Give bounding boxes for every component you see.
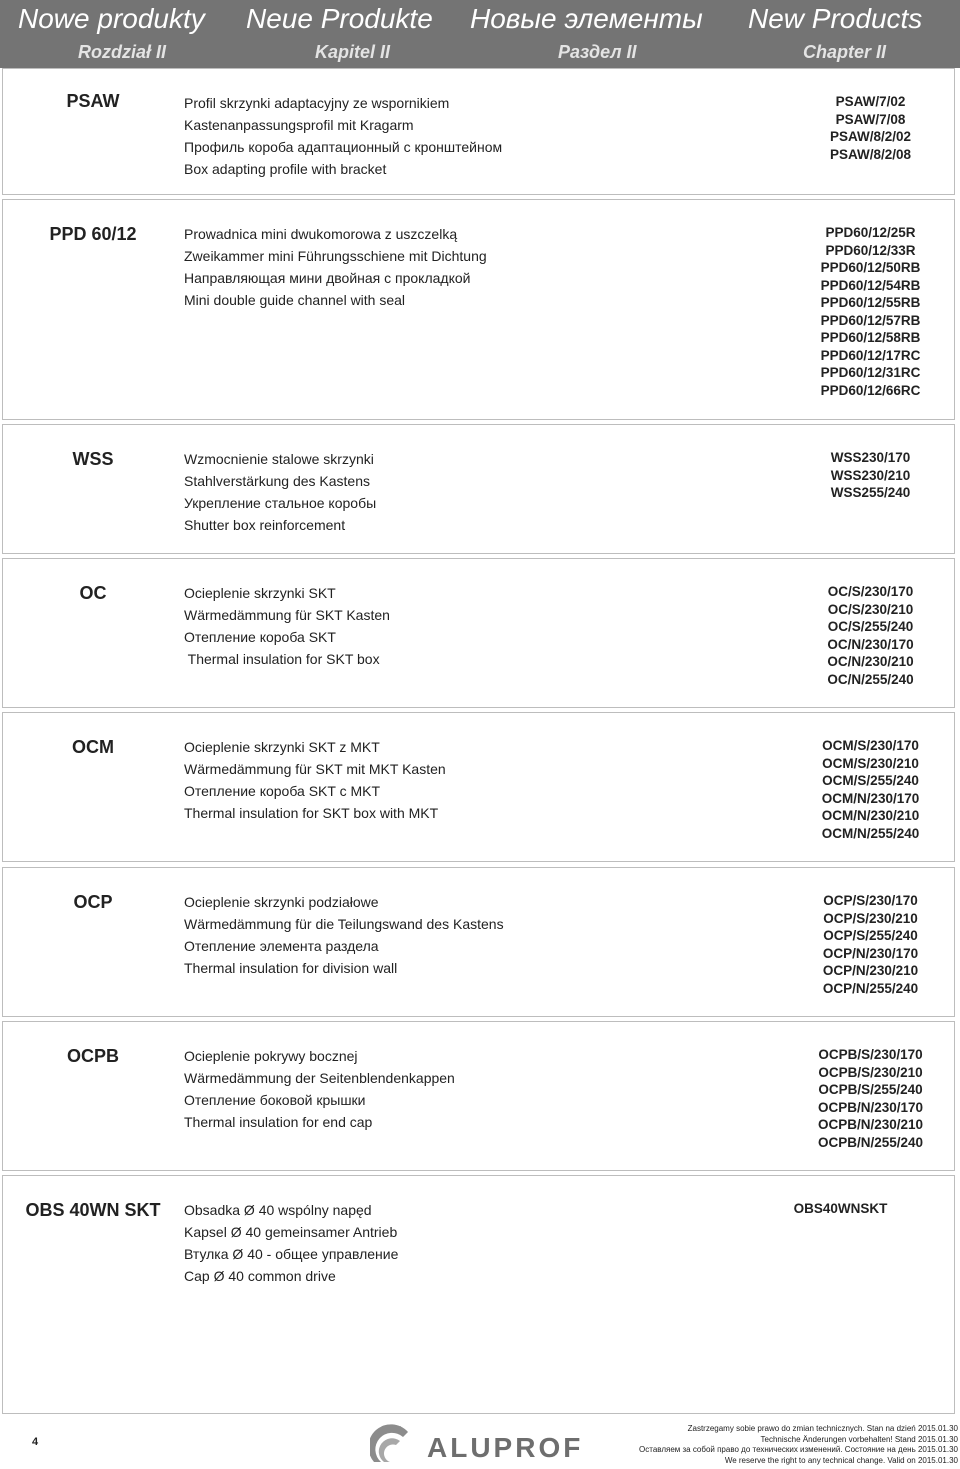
header-subtitle-en: Chapter II [803,42,887,62]
variant-code: OC/N/230/210 [827,654,914,669]
description-en: Cap Ø 40 common drive [184,1268,336,1284]
chapter-header [0,0,960,68]
variant-code: OC/N/230/170 [827,636,914,652]
variant-code: OCP/N/255/240 [822,980,919,996]
variant-code: PPD60/12/54RB [820,277,921,293]
variant-code: OC/S/230/210 [827,601,914,617]
description-ru: Отепление короба SKT [184,629,336,645]
variant-code: PPD60/12/33R [825,242,916,258]
description-de: Wärmedämmung für die Teilungswand des Kastens [184,916,504,932]
header-title-ru: Новые элементы [470,3,703,34]
variant-code: WSS255/240 [830,485,911,500]
header-title-de: Neue Produkte [246,3,433,34]
product-description [184,448,376,536]
header-titles [0,2,960,38]
variant-code: PPD60/12/25R [825,225,916,240]
variant-code: PPD60/12/50RB [820,260,921,275]
product-description [184,223,487,311]
description-ru: Отепление короба SKT с MKT [184,783,381,799]
variant-list [743,1200,938,1218]
product-description [184,1199,398,1287]
variant-list [773,583,960,688]
product-description [184,891,504,979]
disclaimer-en: We reserve the right to any technical change. Valid on 2015.01.30 [724,1455,958,1465]
variant-code: OCPB/S/230/210 [818,1064,923,1080]
product-code: OBS 40WN SKT [25,1200,161,1220]
description-pl: Ocieplenie skrzynki SKT z MKT [184,739,380,755]
description-en: Shutter box reinforcement [184,517,346,533]
header-title-pl: Nowe produkty [18,3,205,34]
product-description [184,582,390,670]
variant-code: OBS40WNSKT [793,1201,888,1216]
aluprof-logo [370,1424,585,1464]
description-en: Thermal insulation for end cap [184,1114,373,1130]
variant-code: OCP/N/230/170 [822,945,919,961]
variant-code: PSAW/7/08 [835,111,906,127]
variant-code: OC/S/230/170 [827,584,914,599]
variant-code: PPD60/12/66RC [820,382,921,398]
product-code: PPD 60/12 [49,224,137,244]
header-subtitle-pl: Rozdział II [78,42,167,62]
variant-code: PPD60/12/57RB [820,312,921,328]
product-description [184,736,446,824]
logo-text: ALUPROF [427,1432,584,1463]
product-code: OC [79,583,107,603]
product-section-obs-40wn-skt [2,1175,955,1414]
description-pl: Obsadka Ø 40 wspólny napęd [184,1202,372,1218]
variant-code: OCPB/S/230/170 [818,1047,923,1062]
disclaimer-pl: Zastrzegamy sobie prawo do zmian technicznych. Stan na dzień 2015.01.30 [687,1424,958,1433]
variant-code: OCPB/N/230/210 [817,1117,924,1132]
variant-code: PPD60/12/58RB [820,330,921,345]
description-pl: Profil skrzynki adaptacyjny ze wspornikiem [184,95,450,111]
description-pl: Ocieplenie skrzynki podziałowe [184,894,379,910]
variant-code: OCPB/S/255/240 [818,1082,923,1097]
variant-code: OCPB/N/230/170 [817,1099,924,1115]
description-pl: Ocieplenie pokrywy bocznej [184,1048,358,1064]
product-section-psaw [2,68,955,195]
variant-list [773,224,960,399]
variant-code: OCM/N/230/170 [821,790,920,806]
variant-code: OCP/N/230/210 [822,963,919,978]
description-pl: Wzmocnienie stalowe skrzynki [184,451,374,467]
variant-code: OC/N/255/240 [827,671,914,687]
variant-code: PSAW/8/2/02 [829,129,912,144]
header-title-en: New Products [748,3,923,34]
description-ru: Направляющая мини двойная с прокладкой [184,270,471,286]
product-code: OCM [72,737,114,757]
description-ru: Втулка Ø 40 - общее управление [184,1246,399,1262]
description-de: Kastenanpassungsprofil mit Kragarm [184,117,414,133]
product-section-ocp [2,867,955,1017]
product-section-ocpb [2,1021,955,1171]
description-de: Wärmedämmung für SKT mit MKT Kasten [184,761,446,777]
product-code: PSAW [66,91,120,111]
description-de: Stahlverstärkung des Kastens [184,473,370,489]
description-de: Kapsel Ø 40 gemeinsamer Antrieb [184,1224,398,1240]
description-ru: Профиль короба адаптационный с кронштейном [184,139,503,155]
description-ru: Отепление элемента раздела [184,938,379,954]
description-en: Thermal insulation for division wall [184,960,398,976]
variant-code: OCM/S/255/240 [822,773,919,788]
header-subtitle-ru: Раздел II [558,42,637,62]
description-en: Thermal insulation for SKT box [184,651,380,667]
description-ru: Отепление боковой крышки [184,1092,366,1108]
product-description [184,1045,455,1133]
variant-list [773,737,960,842]
variant-code: OCM/S/230/210 [822,755,919,771]
variant-code: PPD60/12/31RC [820,365,921,380]
description-de: Wärmedämmung der Seitenblendenkappen [184,1070,455,1086]
description-en: Thermal insulation for SKT box with MKT [184,805,439,821]
aluprof-logo-icon [370,1424,414,1464]
variant-code: OCP/S/230/170 [823,893,918,908]
page-number: 4 [32,1436,39,1448]
description-en: Mini double guide channel with seal [184,292,406,308]
variant-code: PSAW/7/02 [835,94,906,109]
product-section-wss [2,424,955,554]
product-code: OCPB [66,1046,119,1066]
variant-list [773,892,960,997]
variant-code: PPD60/12/17RC [820,347,921,363]
description-de: Zweikammer mini Führungsschiene mit Dichtung [184,248,487,264]
description-ru: Укрепление стальное коробы [184,495,377,511]
variant-code: OCM/S/230/170 [822,738,919,753]
description-pl: Ocieplenie skrzynki SKT [184,585,336,601]
variant-list [773,1046,960,1151]
variant-code: OCP/S/230/210 [823,910,918,926]
header-subtitle-de: Kapitel II [315,42,391,62]
legal-disclaimer [639,1424,958,1466]
product-code: WSS [72,449,114,469]
variant-code: OCP/S/255/240 [823,928,918,943]
product-code: OCP [73,892,113,912]
description-de: Wärmedämmung für SKT Kasten [184,607,390,623]
variant-code: OC/S/255/240 [827,619,914,634]
variant-list [773,93,960,163]
product-section-ocm [2,712,955,862]
description-pl: Prowadnica mini dwukomorowa z uszczelką [184,226,458,242]
header-subtitles [0,40,960,64]
product-description [184,92,502,180]
variant-code: PPD60/12/55RB [820,295,921,310]
variant-code: PSAW/8/2/08 [829,146,912,162]
disclaimer-ru: Оставляем за собой право до технических изменений. Состояние на день 2015.01.30 [639,1445,958,1454]
variant-list [773,449,960,502]
product-section-oc [2,558,955,708]
variant-code: OCM/N/255/240 [821,825,920,841]
variant-code: WSS230/210 [830,467,911,483]
description-en: Box adapting profile with bracket [184,161,387,177]
product-section-ppd-60-12 [2,199,955,420]
variant-code: OCM/N/230/210 [821,808,920,823]
variant-code: OCPB/N/255/240 [817,1134,924,1150]
variant-code: WSS230/170 [830,450,911,465]
disclaimer-de: Technische Änderungen vorbehalten! Stand 2015.01.30 [760,1434,958,1444]
